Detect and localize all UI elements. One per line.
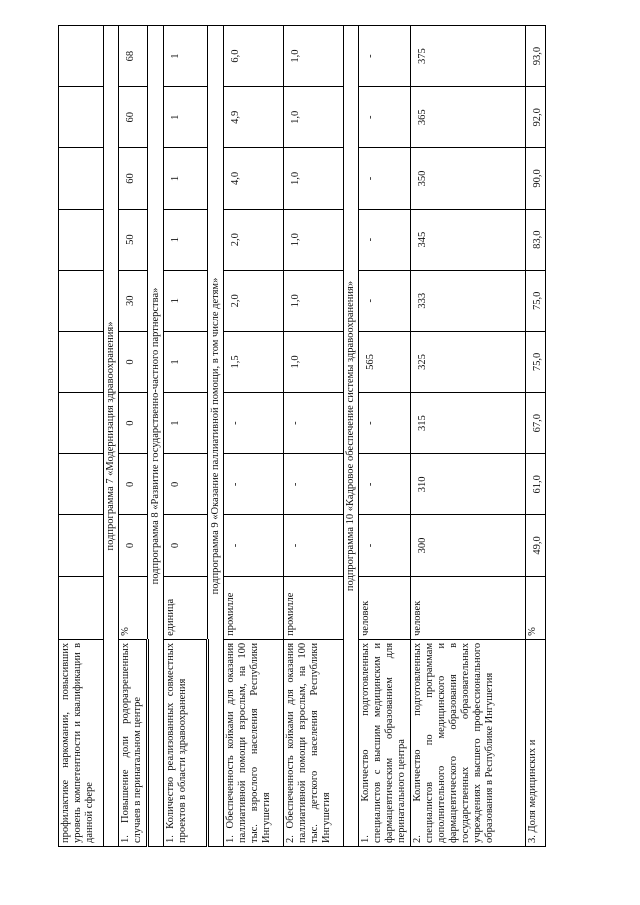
value-cell: - [359,393,410,454]
indicator-row [119,26,148,847]
value-cell: - [359,87,410,148]
indicator-name: 1. Количество реализованных совместных проектов в области здравоохранения [164,639,208,846]
value-cell: - [224,393,284,454]
indicator-row [525,26,545,847]
value-cell: 0 [119,393,148,454]
value-cell: 1 [164,209,208,270]
indicator-row [224,26,284,847]
value-cell: 90,0 [525,148,545,209]
subprogram-title: подпрограмма 9 «Оказание паллиативной помощи, в том числе детям» [208,26,224,847]
subprogram-title: подпрограмма 7 «Модернизация здравоохранения» [104,26,119,847]
indicator-name: 3. Доля медицинских и [525,639,545,846]
value-cell: 0 [119,331,148,392]
value-cell: 0 [164,515,208,576]
indicator-name: 1. Количество подготовленных специалистов с высшим медицинским и фармацевтическим образованием для перинатального центра [359,639,410,846]
value-cell: 1 [164,148,208,209]
value-cell: - [359,209,410,270]
value-cell: 75,0 [525,270,545,331]
value-cell: - [359,148,410,209]
indicator-row [284,26,344,847]
value-cell: 2,0 [224,209,284,270]
unit-cell [59,576,104,639]
value-cell: 60 [119,87,148,148]
value-cell: 50 [119,209,148,270]
indicator-row [410,26,525,847]
value-cell: 565 [359,331,410,392]
value-cell: 49,0 [525,515,545,576]
value-cell: 1,0 [284,148,344,209]
value-cell: 1 [164,270,208,331]
value-cell: 375 [410,26,525,87]
indicator-name: 2. Обеспеченность койками для оказания паллиативной помощи взрослым, на 100 тыс. детского населения Республики Ингушетия [284,639,344,846]
value-cell: 1 [164,87,208,148]
value-cell: 365 [410,87,525,148]
value-cell: 1,0 [284,209,344,270]
value-cell [59,270,104,331]
value-cell: 68 [119,26,148,87]
value-cell: 310 [410,454,525,515]
value-cell: 1,0 [284,331,344,392]
unit-cell: % [119,576,148,639]
value-cell: 93,0 [525,26,545,87]
value-cell: 315 [410,393,525,454]
value-cell: 1 [164,331,208,392]
value-cell: 75,0 [525,331,545,392]
value-cell: - [284,393,344,454]
value-cell: - [224,454,284,515]
value-cell: 333 [410,270,525,331]
value-cell: 345 [410,209,525,270]
value-cell: 30 [119,270,148,331]
value-cell: - [224,515,284,576]
indicators-table [58,25,546,847]
value-cell [59,26,104,87]
value-cell: - [284,454,344,515]
unit-cell: промилле [224,576,284,639]
value-cell: 1,0 [284,26,344,87]
value-cell: - [359,454,410,515]
value-cell [59,393,104,454]
value-cell: 0 [119,454,148,515]
value-cell: - [359,26,410,87]
subprogram-title: подпрограмма 10 «Кадровое обеспечение системы здравоохранения» [344,26,359,847]
indicator-name: 1. Обеспеченность койками для оказания паллиативной помощи взрослым, на 100 тыс. взрослого населения Республики Ингушетия [224,639,284,846]
value-cell: - [359,270,410,331]
value-cell: 300 [410,515,525,576]
value-cell: 350 [410,148,525,209]
value-cell: 1,0 [284,270,344,331]
table-body [59,26,546,847]
value-cell: 4,9 [224,87,284,148]
value-cell: 1 [164,393,208,454]
value-cell: 92,0 [525,87,545,148]
value-cell [59,331,104,392]
unit-cell: человек [359,576,410,639]
value-cell: 0 [119,515,148,576]
value-cell: 2,0 [224,270,284,331]
value-cell: 1,0 [284,87,344,148]
indicator-row [164,26,208,847]
subprogram-row [104,26,119,847]
unit-cell: человек [410,576,525,639]
value-cell: 6,0 [224,26,284,87]
value-cell: 83,0 [525,209,545,270]
indicator-name: профилактике наркомании, повысивших уровень компетентности и квалификации в данной сфере [59,639,104,846]
indicator-name: 1. Повышение доли родоразрешенных случаев в перинатальном центре [119,639,148,846]
indicator-name: 2. Количество подготовленных специалистов по программам дополнительного медицинского и фармацевтического образования в государственных образовательных учреждениях высшего профессионального образования в Республике Ингушетия [410,639,525,846]
value-cell: - [359,515,410,576]
value-cell [59,454,104,515]
value-cell: 67,0 [525,393,545,454]
unit-cell: % [525,576,545,639]
indicator-row [59,26,104,847]
value-cell: 325 [410,331,525,392]
rotated-table-page [58,25,574,847]
value-cell: 0 [164,454,208,515]
unit-cell: единица [164,576,208,639]
subprogram-row [208,26,224,847]
unit-cell: промилле [284,576,344,639]
value-cell: 61,0 [525,454,545,515]
value-cell: 60 [119,148,148,209]
value-cell: - [284,515,344,576]
value-cell: 4,0 [224,148,284,209]
value-cell: 1 [164,26,208,87]
value-cell [59,515,104,576]
value-cell [59,87,104,148]
value-cell [59,148,104,209]
indicator-row [359,26,410,847]
value-cell: 1,5 [224,331,284,392]
subprogram-title: подпрограмма 8 «Развитие государственно-частного партнерства» [148,26,164,847]
subprogram-row [148,26,164,847]
subprogram-row [344,26,359,847]
value-cell [59,209,104,270]
